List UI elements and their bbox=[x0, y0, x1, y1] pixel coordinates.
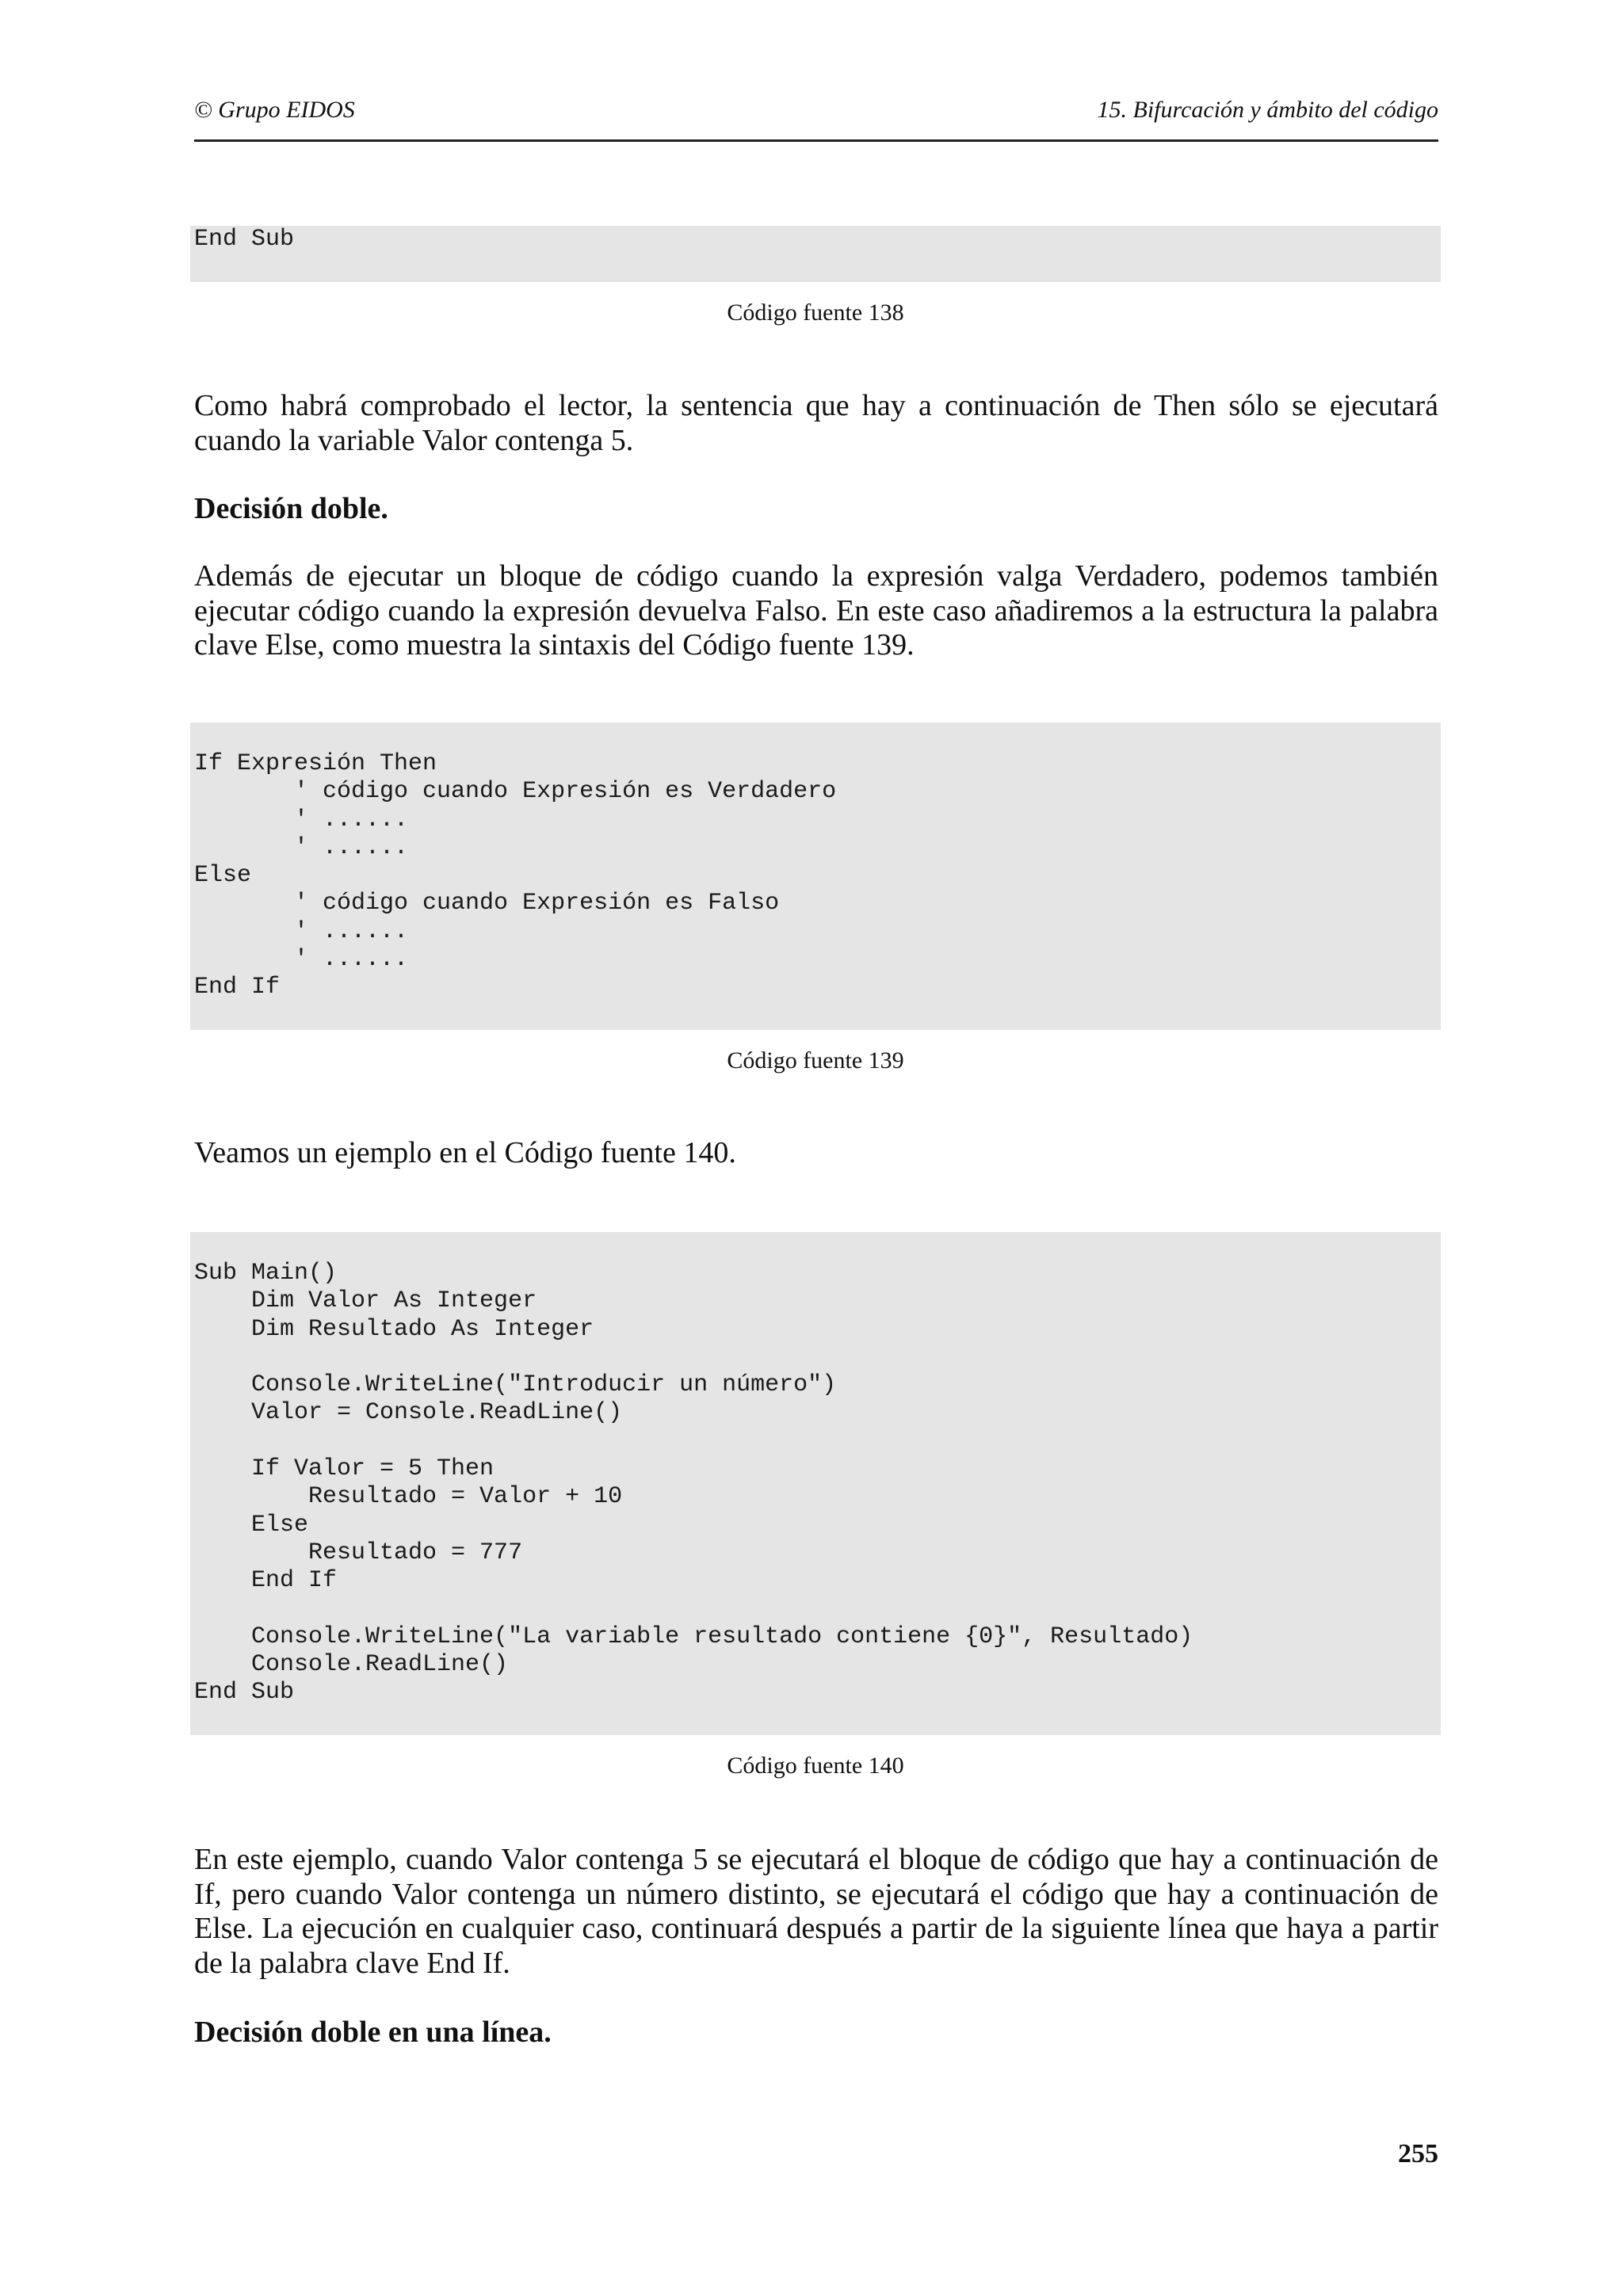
code-caption-139: Código fuente 139 bbox=[727, 1047, 904, 1074]
paragraph-then-explanation: Como habrá comprobado el lector, la sentencia que hay a continuación de Then sólo se ejecutará cuando la variable Valor contenga 5. bbox=[194, 389, 1438, 457]
page-header bbox=[194, 93, 1438, 142]
code-caption-138: Código fuente 138 bbox=[727, 299, 904, 326]
section-heading-decision-doble: Decisión doble. bbox=[194, 492, 388, 525]
code-block-140: Sub Main() Dim Valor As Integer Dim Resultado As Integer Console.WriteLine("Introducir un número") Valor = Console.ReadLine() If Valor = 5 Then Resultado = Valor + 10 Else Resultado = 777 End If Console.WriteLine("La variable resultado contiene {0}", Resultado) Console.ReadLine() End Sub bbox=[190, 1232, 1441, 1735]
paragraph-example-intro: Veamos un ejemplo en el Código fuente 140. bbox=[194, 1136, 736, 1169]
section-heading-decision-doble-linea: Decisión doble en una línea. bbox=[194, 2016, 552, 2049]
code-caption-140: Código fuente 140 bbox=[727, 1753, 904, 1779]
header-publisher: © Grupo EIDOS bbox=[194, 97, 355, 123]
paragraph-else-intro: Además de ejecutar un bloque de código cuando la expresión valga Verdadero, podemos también ejecutar código cuando la expresión devuelva Falso. En este caso añadiremos a la estructura la palabra clave Else, como muestra la sintaxis del Código fuente 139. bbox=[194, 559, 1438, 662]
page-number: 255 bbox=[1398, 2139, 1438, 2168]
code-block-138: End Sub bbox=[190, 226, 1441, 282]
code-block-139: If Expresión Then ' código cuando Expresión es Verdadero ' ...... ' ...... Else ' código cuando Expresión es Falso ' ...... ' ...... End If bbox=[190, 723, 1441, 1030]
paragraph-example-explanation: En este ejemplo, cuando Valor contenga 5 se ejecutará el bloque de código que hay a continuación de If, pero cuando Valor contenga un número distinto, se ejecutará el código que hay a continuación de Else. La ejecución en cualquier caso, continuará después a partir de la siguiente línea que haya a partir de la palabra clave End If. bbox=[194, 1843, 1438, 1980]
header-chapter-title: 15. Bifurcación y ámbito del código bbox=[1097, 97, 1438, 123]
